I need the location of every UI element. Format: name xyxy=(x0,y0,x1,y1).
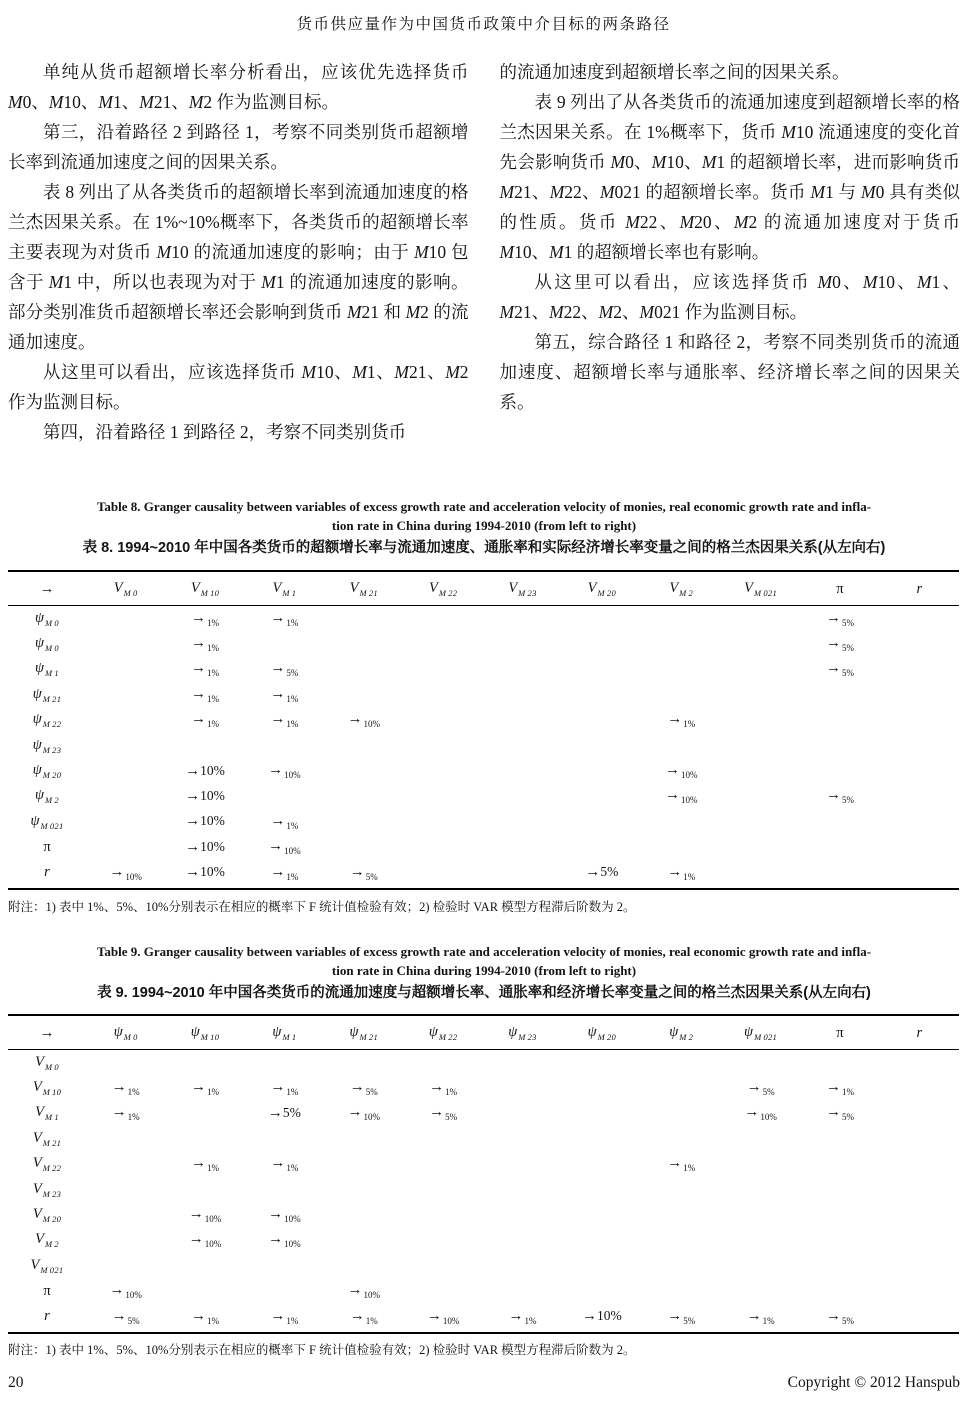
granger-arrow-cell xyxy=(800,1308,879,1326)
table-row xyxy=(8,708,959,733)
table-row xyxy=(8,1152,959,1177)
paragraph: 第三，沿着路径 2 到路径 1，考察不同类别货币超额增长率到流通加速度之间的因果关系。 xyxy=(8,122,469,172)
paragraph: 表 8 列出了从各类货币的超额增长率到流通加速度的格兰杰因果关系。在 1%~10%概率下，各类货币的超额增长率主要表现为对货币 M10 的流通加速度的影响；由于 M10 包含于 M1 中，所以也表现为对于 M1 的流通加速度的影响。部分类别准货币超额增长率还会影响到货币 M21 和 M2 的流通加速度。 xyxy=(8,182,469,352)
column-header: $V_{M 0}$ xyxy=(113,580,138,598)
row-label: $V_{M 0}$ xyxy=(35,1053,59,1072)
column-header: $V_{M 1}$ xyxy=(272,580,297,598)
arrow-icon: → xyxy=(191,609,207,626)
arrow-icon: → xyxy=(270,609,286,626)
arrow-icon: → xyxy=(185,838,201,855)
column-header: $\psi_{M 1}$ xyxy=(272,1024,297,1042)
arrow-icon: → xyxy=(268,1231,284,1248)
significance-level: 1% xyxy=(286,1087,299,1098)
arrow-icon: → xyxy=(268,838,284,855)
table-row xyxy=(8,682,959,707)
significance-level: 1% xyxy=(127,1112,140,1123)
granger-arrow-cell xyxy=(324,711,403,729)
significance-level: 5% xyxy=(445,1112,458,1123)
table8 xyxy=(8,570,959,890)
arrow-icon: → xyxy=(664,762,680,779)
arrow-icon: → xyxy=(667,711,683,728)
granger-arrow-cell xyxy=(721,1308,800,1326)
significance-level: 1% xyxy=(286,1315,299,1326)
row-label: π xyxy=(43,838,51,855)
arrow-icon: → xyxy=(188,1206,204,1223)
table-row xyxy=(8,1177,959,1202)
arrow-icon: → xyxy=(347,711,363,728)
column-header: π xyxy=(836,1024,844,1041)
arrow-icon: → xyxy=(191,660,207,677)
column-header: $V_{M 21}$ xyxy=(349,580,378,598)
paragraph: 从这里可以看出，应该选择货币 M10、M1、M21、M2 作为监测目标。 xyxy=(8,362,469,412)
granger-arrow-cell xyxy=(642,1308,721,1326)
granger-arrow-cell xyxy=(165,1308,244,1326)
row-label: $\psi_{M 2}$ xyxy=(35,787,59,806)
significance-level: 1% xyxy=(841,1087,854,1098)
significance-level: 1% xyxy=(286,719,299,730)
significance-level: 5% xyxy=(762,1087,775,1098)
column-header: $V_{M 021}$ xyxy=(744,580,778,598)
column-header: $\psi_{M 21}$ xyxy=(349,1024,379,1042)
granger-arrow-cell xyxy=(165,686,244,704)
granger-arrow-cell xyxy=(165,839,244,856)
significance-level: 10% xyxy=(200,787,225,803)
significance-level: 1% xyxy=(286,693,299,704)
granger-arrow-cell xyxy=(642,864,721,882)
arrow-icon: → xyxy=(270,812,286,829)
row-label: $V_{M 23}$ xyxy=(32,1180,62,1199)
significance-level: 10% xyxy=(204,1214,222,1225)
column-header: $\psi_{M 0}$ xyxy=(113,1024,138,1042)
significance-level: 1% xyxy=(762,1315,775,1326)
arrow-icon: → xyxy=(581,1308,597,1325)
granger-arrow-cell xyxy=(245,1079,324,1097)
copyright-notice: Copyright © 2012 Hanspub xyxy=(787,1374,960,1391)
table-row xyxy=(8,733,959,758)
significance-level: 1% xyxy=(207,643,220,654)
granger-arrow-cell xyxy=(642,1155,721,1173)
granger-arrow-cell xyxy=(86,1079,165,1097)
significance-level: 1% xyxy=(683,719,696,730)
significance-level: 10% xyxy=(125,871,142,882)
significance-level: 1% xyxy=(286,871,299,882)
running-head-title: 货币供应量作为中国货币政策中介目标的两条路径 xyxy=(296,16,671,33)
granger-arrow-cell xyxy=(800,610,879,628)
significance-level: 10% xyxy=(200,864,225,880)
column-header: $V_{M 22}$ xyxy=(428,580,458,598)
significance-level: 5% xyxy=(841,668,854,679)
table-row xyxy=(8,657,959,682)
granger-arrow-cell xyxy=(403,1308,482,1326)
granger-arrow-cell xyxy=(324,1308,403,1326)
granger-arrow-cell xyxy=(165,763,244,780)
granger-arrow-cell xyxy=(165,635,244,653)
table-row xyxy=(8,1304,959,1329)
granger-arrow-cell xyxy=(562,864,641,881)
granger-arrow-cell xyxy=(721,1104,800,1122)
granger-arrow-cell xyxy=(165,1155,244,1173)
significance-level: 1% xyxy=(127,1087,140,1098)
arrow-icon: → xyxy=(825,1307,841,1324)
row-label: $\psi_{M 0}$ xyxy=(35,609,59,628)
significance-level: 1% xyxy=(207,1163,220,1174)
granger-arrow-cell xyxy=(165,660,244,678)
significance-level: 1% xyxy=(445,1087,458,1098)
column-header: r xyxy=(916,580,923,597)
table8-caption-en-line1: Table 8. Granger causality between variables of excess growth rate and acceleration velocity of monies, real economic growth rate and infla- xyxy=(96,499,872,514)
granger-arrow-cell xyxy=(245,1206,324,1224)
table8-footnote: 附注：1) 表中 1%、5%、10%分别表示在相应的概率下 F 统计值检验有效；2) 检验时 VAR 模型方程滞后阶数为 2。 xyxy=(8,900,636,914)
arrow-icon: → xyxy=(191,1079,207,1096)
arrow-icon: → xyxy=(744,1104,760,1121)
significance-level: 5% xyxy=(282,1104,301,1120)
row-label: $V_{M 10}$ xyxy=(32,1079,62,1098)
granger-arrow-cell xyxy=(165,1231,244,1249)
table-row xyxy=(8,1279,959,1304)
granger-arrow-cell xyxy=(86,864,165,882)
arrow-icon: → xyxy=(349,1079,365,1096)
table-row xyxy=(8,1228,959,1253)
row-label: r xyxy=(44,864,50,881)
granger-arrow-cell xyxy=(800,635,879,653)
significance-level: 5% xyxy=(841,795,854,806)
significance-level: 5% xyxy=(365,1087,378,1098)
granger-arrow-cell xyxy=(245,1308,324,1326)
granger-arrow-cell xyxy=(562,1308,641,1325)
column-header: $V_{M 23}$ xyxy=(508,580,537,598)
granger-arrow-cell xyxy=(324,1079,403,1097)
arrow-icon: → xyxy=(39,580,55,597)
significance-level: 10% xyxy=(284,770,301,781)
significance-level: 1% xyxy=(683,871,696,882)
arrow-icon: → xyxy=(347,1282,363,1299)
significance-level: 10% xyxy=(284,846,301,857)
right-column xyxy=(500,57,961,447)
row-label: π xyxy=(43,1282,51,1299)
row-label: $\psi_{M 21}$ xyxy=(32,685,62,704)
row-label: $V_{M 1}$ xyxy=(35,1104,59,1123)
paragraph: 单纯从货币超额增长率分析看出，应该优先选择货币 M0、M10、M1、M21、M2 作为监测目标。 xyxy=(8,62,469,112)
arrow-icon: → xyxy=(270,685,286,702)
granger-arrow-cell xyxy=(324,1282,403,1300)
significance-level: 5% xyxy=(841,1112,854,1123)
significance-level: 10% xyxy=(596,1308,622,1324)
significance-level: 10% xyxy=(680,770,698,781)
table-row xyxy=(8,606,959,631)
arrow-icon: → xyxy=(185,864,201,881)
granger-arrow-cell xyxy=(165,1206,244,1224)
significance-level: 1% xyxy=(207,617,220,628)
arrow-icon: → xyxy=(39,1024,55,1041)
paragraph: 表 9 列出了从各类货币的流通加速度到超额增长率的格兰杰因果关系。在 1%概率下，货币 M10 流通速度的变化首先会影响货币 M0、M10、M1 的超额增长率，进而影响货币 M21、M22、M021 的超额增长率。货币 M1 与 M0 具有类似的性质。货币 M22、M20、M2 的流通加速度对于货币 M10、M1 的超额增长率也有影响。 xyxy=(499,92,961,262)
left-column xyxy=(8,57,469,447)
arrow-icon: → xyxy=(109,1282,125,1299)
row-label: $\psi_{M 23}$ xyxy=(32,736,62,755)
table8-caption xyxy=(8,497,960,558)
arrow-icon: → xyxy=(185,787,201,804)
granger-arrow-cell xyxy=(245,711,324,729)
paragraph: 的流通加速度到超额增长率之间的因果关系。 xyxy=(499,62,850,82)
significance-level: 1% xyxy=(524,1315,537,1326)
arrow-icon: → xyxy=(188,1231,204,1248)
arrow-icon: → xyxy=(270,1079,286,1096)
paragraph: 第四，沿着路径 1 到路径 2，考察不同类别货币 xyxy=(43,422,407,442)
arrow-icon: → xyxy=(347,1104,363,1121)
table-header-row xyxy=(8,572,959,606)
granger-arrow-cell xyxy=(800,660,879,678)
table8-caption-en-line2: tion rate in China during 1994-2010 (from left to right) xyxy=(331,518,637,533)
table-row xyxy=(8,1101,959,1126)
arrow-icon: → xyxy=(667,863,683,880)
granger-arrow-cell xyxy=(245,838,324,856)
granger-arrow-cell xyxy=(324,864,403,882)
row-label: $V_{M 22}$ xyxy=(32,1155,62,1174)
column-header: π xyxy=(836,580,844,597)
arrow-icon: → xyxy=(667,1155,683,1172)
arrow-icon: → xyxy=(270,863,286,880)
granger-arrow-cell xyxy=(245,1105,324,1122)
significance-level: 10% xyxy=(204,1239,222,1250)
table-row xyxy=(8,784,959,809)
column-header: $\psi_{M 23}$ xyxy=(508,1024,537,1042)
table-row xyxy=(8,1126,959,1151)
significance-level: 10% xyxy=(680,795,698,806)
table9-caption xyxy=(8,942,960,1003)
significance-level: 1% xyxy=(286,820,299,831)
granger-arrow-cell xyxy=(642,787,721,805)
arrow-icon: → xyxy=(191,1155,207,1172)
arrow-icon: → xyxy=(111,1307,127,1324)
arrow-icon: → xyxy=(585,864,601,881)
column-header: $\psi_{M 10}$ xyxy=(190,1024,220,1042)
significance-level: 10% xyxy=(760,1112,777,1123)
arrow-icon: → xyxy=(349,1307,365,1324)
arrow-icon: → xyxy=(746,1079,762,1096)
significance-level: 1% xyxy=(207,1315,220,1326)
granger-arrow-cell xyxy=(800,1079,879,1097)
column-header: $V_{M 20}$ xyxy=(587,580,617,598)
significance-level: 5% xyxy=(841,617,854,628)
arrow-icon: → xyxy=(109,863,125,880)
arrow-icon: → xyxy=(667,1307,683,1324)
row-label: $V_{M 21}$ xyxy=(32,1129,62,1148)
table9-caption-en-line2: tion rate in China during 1994-2010 (from left to right) xyxy=(331,963,637,978)
granger-arrow-cell xyxy=(245,813,324,831)
granger-arrow-cell xyxy=(642,762,721,780)
table-row xyxy=(8,758,959,783)
granger-arrow-cell xyxy=(165,711,244,729)
granger-arrow-cell xyxy=(165,788,244,805)
column-header xyxy=(8,1025,86,1042)
significance-level: 1% xyxy=(683,1163,696,1174)
column-header xyxy=(8,581,86,598)
table9 xyxy=(8,1014,959,1334)
granger-arrow-cell xyxy=(86,1282,165,1300)
granger-arrow-cell xyxy=(165,864,244,881)
granger-arrow-cell xyxy=(245,1231,324,1249)
granger-arrow-cell xyxy=(86,1104,165,1122)
arrow-icon: → xyxy=(111,1104,127,1121)
significance-level: 10% xyxy=(125,1290,142,1301)
table9-footnote: 附注：1) 表中 1%、5%、10%分别表示在相应的概率下 F 统计值检验有效；2) 检验时 VAR 模型方程滞后阶数为 2。 xyxy=(8,1343,636,1357)
granger-arrow-cell xyxy=(721,1079,800,1097)
row-label: $\psi_{M 22}$ xyxy=(32,711,62,730)
significance-level: 5% xyxy=(286,668,299,679)
page-number: 20 xyxy=(8,1374,24,1391)
granger-arrow-cell xyxy=(245,762,324,780)
arrow-icon: → xyxy=(429,1079,445,1096)
significance-level: 5% xyxy=(600,864,619,880)
row-label: $V_{M 021}$ xyxy=(30,1256,64,1275)
significance-level: 1% xyxy=(207,693,220,704)
significance-level: 10% xyxy=(284,1214,301,1225)
column-header: $\psi_{M 22}$ xyxy=(428,1024,458,1042)
granger-arrow-cell xyxy=(245,660,324,678)
table-row xyxy=(8,1253,959,1278)
row-label: $\psi_{M 021}$ xyxy=(30,812,64,831)
significance-level: 1% xyxy=(286,1163,299,1174)
significance-level: 1% xyxy=(207,719,220,730)
arrow-icon: → xyxy=(191,635,207,652)
arrow-icon: → xyxy=(191,685,207,702)
arrow-icon: → xyxy=(111,1079,127,1096)
arrow-icon: → xyxy=(825,609,841,626)
arrow-icon: → xyxy=(825,787,841,804)
arrow-icon: → xyxy=(267,1104,283,1121)
significance-level: 10% xyxy=(363,719,381,730)
granger-arrow-cell xyxy=(403,1079,482,1097)
granger-arrow-cell xyxy=(324,1104,403,1122)
table-row xyxy=(8,1202,959,1227)
column-header: $\psi_{M 20}$ xyxy=(587,1024,617,1042)
arrow-icon: → xyxy=(268,762,284,779)
arrow-icon: → xyxy=(270,1155,286,1172)
significance-level: 10% xyxy=(442,1315,460,1326)
table-row xyxy=(8,631,959,656)
granger-arrow-cell xyxy=(245,686,324,704)
arrow-icon: → xyxy=(191,711,207,728)
granger-arrow-cell xyxy=(245,1155,324,1173)
table-row xyxy=(8,860,959,885)
arrow-icon: → xyxy=(664,787,680,804)
row-label: r xyxy=(44,1308,50,1325)
arrow-icon: → xyxy=(825,635,841,652)
significance-level: 1% xyxy=(286,617,299,628)
paragraph: 从这里可以看出，应该选择货币 M0、M10、M1、M21、M22、M2、M021 作为监测目标。 xyxy=(499,272,961,322)
column-header: $\psi_{M 2}$ xyxy=(669,1024,694,1042)
arrow-icon: → xyxy=(426,1307,442,1324)
granger-arrow-cell xyxy=(86,1308,165,1326)
granger-arrow-cell xyxy=(165,813,244,830)
significance-level: 10% xyxy=(284,1239,301,1250)
significance-level: 10% xyxy=(200,762,225,778)
arrow-icon: → xyxy=(270,711,286,728)
arrow-icon: → xyxy=(825,1079,841,1096)
granger-arrow-cell xyxy=(800,1104,879,1122)
arrow-icon: → xyxy=(185,762,201,779)
arrow-icon: → xyxy=(191,1307,207,1324)
significance-level: 5% xyxy=(683,1315,696,1326)
column-header: r xyxy=(916,1024,923,1041)
arrow-icon: → xyxy=(270,1307,286,1324)
arrow-icon: → xyxy=(349,863,365,880)
table-row xyxy=(8,1075,959,1100)
significance-level: 5% xyxy=(841,643,854,654)
significance-level: 10% xyxy=(200,838,225,854)
granger-arrow-cell xyxy=(800,787,879,805)
arrow-icon: → xyxy=(270,660,286,677)
arrow-icon: → xyxy=(508,1307,524,1324)
table9-caption-en xyxy=(8,942,960,980)
table9-caption-en-line1: Table 9. Granger causality between variables of excess growth rate and acceleration velocity of monies, real economic growth rate and infla- xyxy=(96,944,872,959)
arrow-icon: → xyxy=(825,1104,841,1121)
arrow-icon: → xyxy=(746,1307,762,1324)
granger-arrow-cell xyxy=(483,1308,562,1326)
significance-level: 10% xyxy=(363,1112,381,1123)
arrow-icon: → xyxy=(185,813,201,830)
significance-level: 1% xyxy=(207,1087,220,1098)
granger-arrow-cell xyxy=(245,610,324,628)
column-header: $V_{M 10}$ xyxy=(190,580,220,598)
body-columns xyxy=(8,57,960,447)
column-header: $V_{M 2}$ xyxy=(669,580,694,598)
arrow-icon: → xyxy=(825,660,841,677)
table8-caption-zh: 表 8. 1994~2010 年中国各类货币的超额增长率与流通加速度、通胀率和实际经济增长率变量之间的格兰杰因果关系(从左向右) xyxy=(82,540,886,556)
arrow-icon: → xyxy=(429,1104,445,1121)
row-label: $\psi_{M 1}$ xyxy=(35,660,59,679)
significance-level: 5% xyxy=(127,1315,140,1326)
granger-arrow-cell xyxy=(165,610,244,628)
significance-level: 1% xyxy=(207,668,220,679)
significance-level: 5% xyxy=(841,1315,854,1326)
row-label: $V_{M 2}$ xyxy=(35,1231,59,1250)
arrow-icon: → xyxy=(268,1206,284,1223)
significance-level: 1% xyxy=(365,1315,378,1326)
column-header: $\psi_{M 021}$ xyxy=(744,1024,778,1042)
table8-caption-en xyxy=(8,497,960,535)
table-header-row xyxy=(8,1016,959,1050)
granger-arrow-cell xyxy=(642,711,721,729)
table-row xyxy=(8,835,959,860)
row-label: $V_{M 20}$ xyxy=(32,1206,62,1225)
granger-arrow-cell xyxy=(403,1104,482,1122)
table9-caption-zh: 表 9. 1994~2010 年中国各类货币的流通加速度与超额增长率、通胀率和经济增长率变量之间的格兰杰因果关系(从左向右) xyxy=(97,985,871,1001)
paragraph: 第五，综合路径 1 和路径 2，考察不同类别货币的流通加速度、超额增长率与通胀率、经济增长率之间的因果关系。 xyxy=(499,332,960,412)
row-label: $\psi_{M 0}$ xyxy=(35,635,59,654)
table-row xyxy=(8,809,959,834)
granger-arrow-cell xyxy=(245,864,324,882)
granger-arrow-cell xyxy=(165,1079,244,1097)
table-row xyxy=(8,1050,959,1075)
significance-level: 10% xyxy=(200,813,225,829)
row-label: $\psi_{M 20}$ xyxy=(32,762,62,781)
significance-level: 10% xyxy=(363,1290,381,1301)
significance-level: 5% xyxy=(365,871,378,882)
